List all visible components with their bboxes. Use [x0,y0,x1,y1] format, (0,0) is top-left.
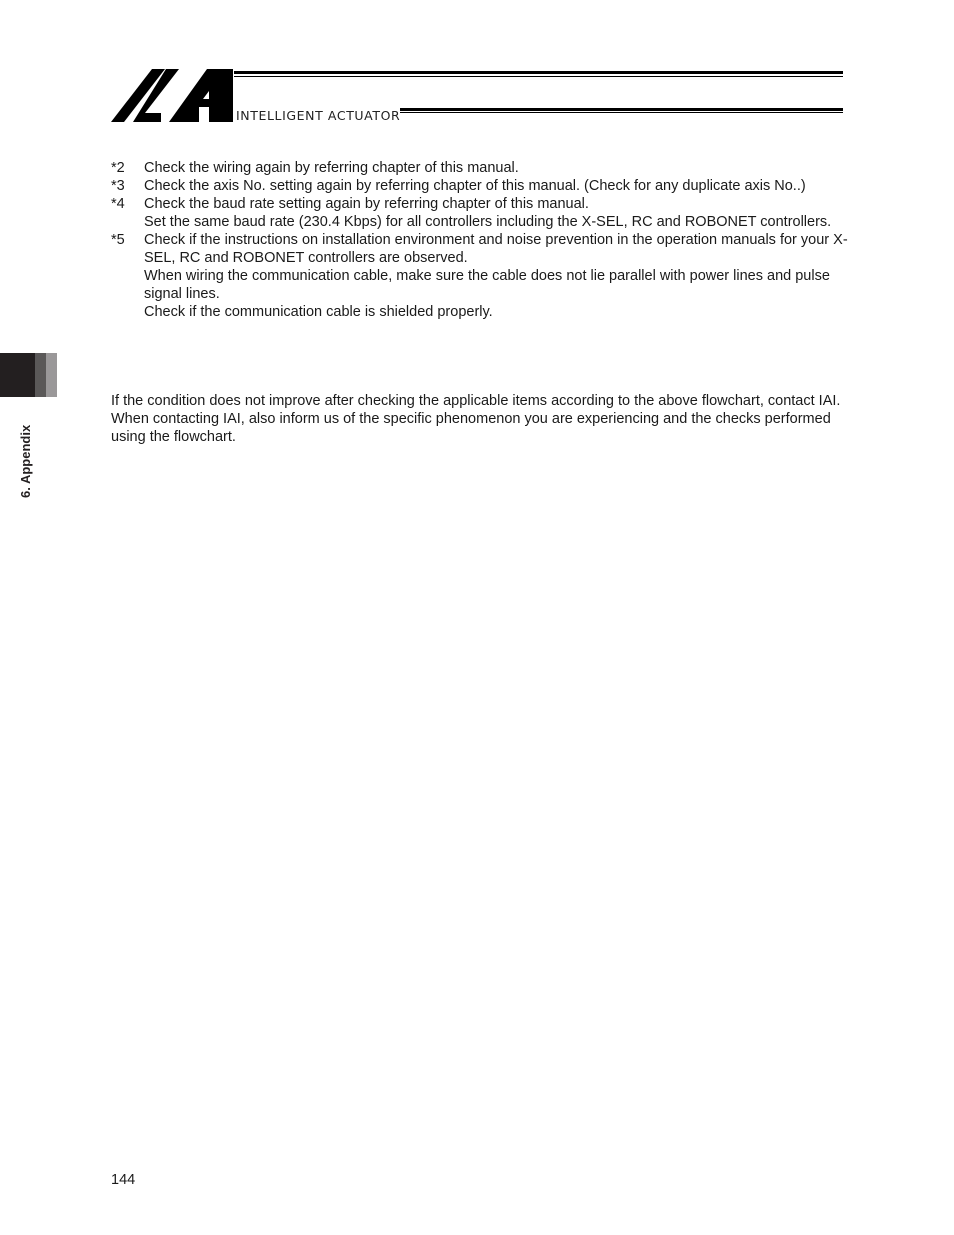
note-mark: *3 [111,178,125,194]
notes-list [111,159,851,321]
iai-logo-icon [111,69,233,122]
note-line: Check the baud rate setting again by referring chapter of this manual. [144,196,589,212]
chapter-label: 6. Appendix [18,424,33,498]
chapter-tab-dark [0,353,35,397]
paragraph-line: If the condition does not improve after checking the applicable items according to the above flowchart, contact IAI. [111,393,841,409]
note-line: Check if the communication cable is shielded properly. [144,304,493,320]
note-mark: *4 [111,196,125,212]
contact-paragraph [111,392,851,446]
header-rule-bottom-2 [400,112,843,113]
note-line: When wiring the communication cable, make sure the cable does not lie parallel with power lines and pulse signal lines. [144,268,830,302]
paragraph-line: When contacting IAI, also inform us of the specific phenomenon you are experiencing and the checks performed using the flowchart. [111,411,831,445]
note-line: Set the same baud rate (230.4 Kbps) for all controllers including the X-SEL, RC and ROBONET controllers. [144,214,832,230]
note-line: Check the axis No. setting again by referring chapter of this manual. (Check for any duplicate axis No..) [144,178,806,194]
chapter-tab-light [46,353,57,397]
header-rule-top-1 [234,71,843,74]
note-mark: *2 [111,160,125,176]
page-number: 144 [111,1172,136,1188]
note-line: Check the wiring again by referring chapter of this manual. [144,160,519,176]
note-mark: *5 [111,232,125,248]
brand-text: INTELLIGENT ACTUATOR [236,108,401,123]
note-item [111,159,851,177]
note-item [111,231,851,321]
chapter-tab-mid [35,353,46,397]
note-item [111,177,851,195]
note-line: Check if the instructions on installation environment and noise prevention in the operation manuals for your X-SEL, RC and ROBONET controllers are observed. [144,232,848,266]
note-item [111,195,851,231]
header-rule-top-2 [234,76,843,77]
header-rule-bottom-1 [400,108,843,111]
